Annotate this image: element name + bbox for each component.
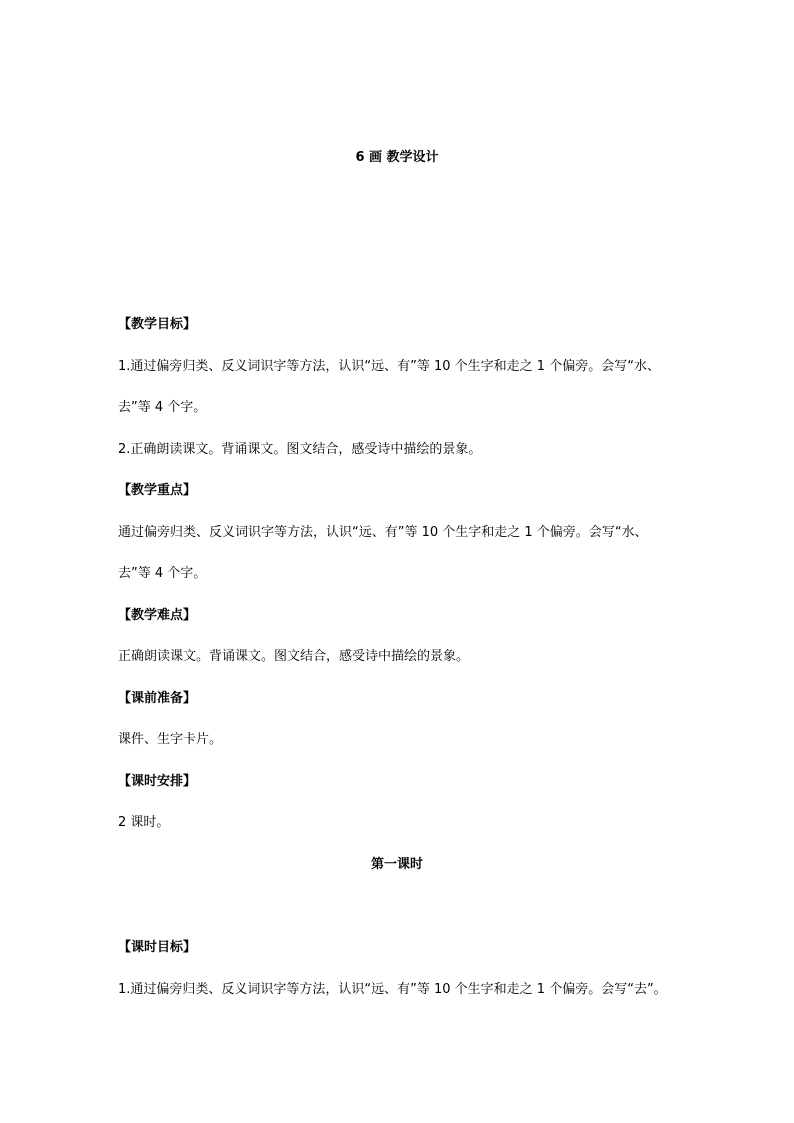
section-heading-lesson-goals: 【课时目标】 — [118, 940, 197, 955]
section-heading-key-points: 【教学重点】 — [118, 483, 197, 498]
key-points-line-2: 去”等 4 个字。 — [118, 566, 207, 581]
document-title: 6 画 教学设计 — [355, 150, 439, 165]
section-heading-preparation: 【课前准备】 — [118, 691, 197, 706]
section-heading-schedule: 【课时安排】 — [118, 774, 197, 789]
lesson-goal-line-1: 1.通过偏旁归类、反义词识字等方法，认识“远、有”等 10 个生字和走之 1 个偏旁。会写“去”。 — [118, 982, 667, 997]
section-heading-teaching-goals: 【教学目标】 — [118, 317, 197, 332]
goal-line-1-continued: 去”等 4 个字。 — [118, 400, 207, 415]
goal-line-2: 2.正确朗读课文。背诵课文。图文结合，感受诗中描绘的景象。 — [118, 442, 482, 457]
preparation-line: 课件、生字卡片。 — [118, 732, 223, 747]
lesson-title: 第一课时 — [370, 857, 423, 872]
key-points-line-1: 通过偏旁归类、反义词识字等方法，认识“远、有”等 10 个生字和走之 1 个偏旁。会写“水、 — [118, 525, 648, 540]
difficulties-line: 正确朗读课文。背诵课文。图文结合，感受诗中描绘的景象。 — [118, 649, 470, 664]
schedule-line: 2 课时。 — [118, 815, 170, 830]
goal-line-1: 1.通过偏旁归类、反义词识字等方法，认识“远、有”等 10 个生字和走之 1 个偏旁。会写“水、 — [118, 359, 660, 374]
section-heading-difficulties: 【教学难点】 — [118, 608, 197, 623]
